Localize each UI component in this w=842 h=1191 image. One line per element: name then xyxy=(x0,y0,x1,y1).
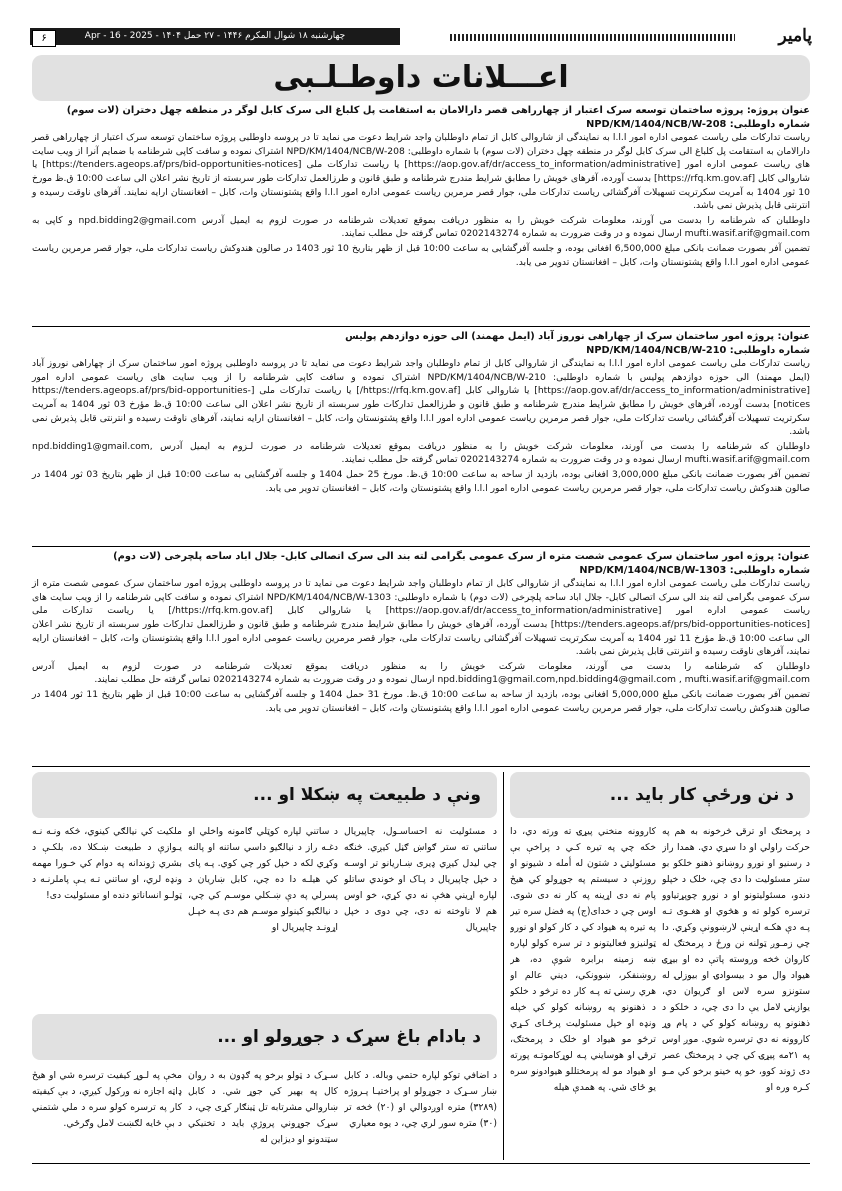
column-divider xyxy=(503,772,504,1160)
notice-paragraph: داوطلبان که شرطنامه را بدست می آورند، معلومات شرکت خویش را به منظور دریافت بموقع تعدیلات شرطنامه در صورت لزوم به ایمیل آدرس npd.bidding2@gmail.com و کاپی به mufti.wasif.arif@gmail.com ارسال نموده و در وقت ضرورت به شماره 0202143274 تماس گرفته حل مطلب نمایند. xyxy=(32,214,810,240)
article-heading: ونې د طبیعت په ښکلا او ... xyxy=(253,785,481,805)
notice-paragraph: داوطلبان که شرطنامه را بدست می آورند، معلومات شرکت خویش را به منظور دریافت بموقع تعدیلات شرطنامه در صورت لزوم به ایمیل آدرس npd.bidding1@gmail.com,npd.bidding4@gmail.com , mufti.wasif.arif@gmail.com ارسال نموده و در وقت ضرورت به شماره 0202143274 تماس گرفته حل مطلب نمایند. xyxy=(32,660,810,686)
date-line: چهارشنبه ۱۸ شوال المکرم ۱۴۴۶ - ۲۷ حمل ۱۴۰۴ - Apr - 16 - 2025 xyxy=(84,31,346,41)
article-column: کاروونه منخني پیړۍ ته ورته دي، دا خکه چي په تیره کـي د پراخې بې مسئولیتۍ د شتون له أمله د شیونو او روزنې د سیستم په جوړولو کي هیڅ پام نه دی اړینه په کار نه دی شوی. اوس چي د خدای(ج) په فضل سره تیر په تیره په هیواد کي د کار کولو او نورو ټولنیزو فعالیتونو د تر سره کولو لپاره ښه زمینه برابره شوې ده، هر روښنفکر، ښوونکي، دیني عالم او هري رسنۍ ته پـه کار ده ترڅو د خلکو د ذهنونو په روښانه کولو کي خپله ونډه او خپل مسئولیت پرځـای کـړي ترڅو مو هیواد او خلک د پرمختګ، ترقۍ او هوسایني پـه لوړکاموتـه پورته او هیواد مو له پرمختللو هیوادونو سره یو ځای شي. په همدې هیله xyxy=(510,826,656,1093)
notice-paragraph: ریاست تدارکات ملی ریاست عمومی اداره امور ا.ا.ا به نمایندگی از شاروالی کابل از تمام داوطلبان واجد شرایط دعوت می نماید تا در پروسه داوطلبی پروژه ساختمان توسعه سرک اعتبار از چهارراهی قصر دارالامان به استقامت پل کلباغ الی سرک کابل لوگر در منطقه چهل دختران (لات سوم) با شماره داوطلبی: NPD/KM/1404/NCB/W-208 اشتراک نموده و سافت کاپی شرطنامه با ضمایم آنرا از ویب سایت های ریاست عمومی اداره امور [https://aop.gov.af/dr/access_to_information/administrative] یا ریاست تدارکات ملی [https://tenders.ageops.af/prs/bid-opportunities-notices] یا شاروالی کابل [https://rfq.km.gov.af] بدست آورده، آفرهای خویش را مطابق شرایط مندرج شرطنامه و طبق قانون و طرزالعمل تدارکات طور سربسته از تاریخ نشر اعلان الی ساعت 10:00 ق.ظ مورخ 10 ثور 1404 به آمریت سکرتریت تسهیلات آفرگشائی ریاست تدارکات ملی، جوار قصر مرمرین ریاست عمومی اداره امور ا.ا.ا واقع پشتونستان وات، کابل – افغانستان ارایه نمایند. آفرهای ناوقت رسیده و انترنتی قابل پذیرش نمی باشد. xyxy=(32,132,810,212)
divider xyxy=(32,546,810,547)
article-column: د اضافي توکو لپاره حتمي وباله. د کابل ښار سـړک د جوړولو او پراختیـا پـروژه (۳۲۸۹) متره اوږدوالي او (۲۰) څخه تر (۳۰) متره سور لري چي، د یوه معیاري xyxy=(344,1070,497,1129)
notice-paragraph: تضمین آفر بصورت ضمانت بانکی مبلغ 6,500,000 افغانی بوده، و جلسه آفرگشایی به ساعت 10:00 قبل از ظهر بتاریخ 10 ثور 1403 در صالون هندوکش ریاست تدارکات ملی، جوار قصر مرمرین ریاست عمومی اداره امور ا.ا.ا واقع پشتونستان وات، کابل – افغانستان تدویر می یابد. xyxy=(32,242,810,268)
article-heading-box xyxy=(32,772,497,818)
article-column: سـړک د ټولو برخو په ګډون به د روان کال په بهیر کي جوړ شي. د کابل ښاروالي مشرتابه تل ټینګار کړی چي، د سړک جوړوني پروژې باید د تخنیکي سټندونو او دیزاین له xyxy=(188,1070,338,1145)
notice-paragraph: ریاست تدارکات ملی ریاست عمومی اداره امور ا.ا.ا به نمایندگی از شاروالی کابل از تمام داوطلبان واجد شرایط دعوت می نماید تا در پروسه داوطلبی پروژه امور ساختمان سرک عمومی شصت متره از سرک عمومی بگرامی لته بند الی سرک اتصالی کابل- جلال اباد ساحه پلچرخی (لات دوم) با شماره داوطلبی: NPD/KM/1404/NCB/W-1303 اشتراک نموده و سافت کاپی شرطنامه را از ویب سایت های ریاست عمومی اداره امور [https://aop.gov.af/dr/access_to_information/administrative] یا شاروالی کابل [https://rfq.km.gov.af/] یا ریاست تدارکات ملی [https://tenders.ageops.af/prs/bid-opportunities-notices] بدست آورده، آفرهای خویش را مطابق شرایط مندرج شرطنامه و طبق قانون و طرزالعمل تدارکات طور سربسته از تاریخ نشر اعلان الی ساعت 10:00 ق.ظ مؤرخ 11 ثور 1404 به آمریت سکرتریت تسهیلات آفرگشائی ریاست تدارکات ملی، جوار قصر مرمرین ریاست عمومی اداره امور ا.ا.ا واقع پشتونستان وات، کابل – افغانستان ارایه نمایند، آفرهای ناوقت رسیده و انترنتی قابل پذیرش نمی باشد. xyxy=(32,578,810,658)
bottom-rule xyxy=(32,1163,810,1164)
notice-title: عنوان پروژه: پروژه ساختمان توسعه سرک اعتبار از چهارراهی قصر دارالامان به استقامت پل کلباغ الی سرک کابل لوگر در منطقه چهل دختران (لات سوم) xyxy=(66,105,810,116)
notice-number: شماره داوطلبی: NPD/KM/1404/NCB/W-208 xyxy=(586,118,810,130)
banner-title: اعـــلانات داوطـلـبی xyxy=(273,60,569,95)
page-number: ۶ xyxy=(32,30,56,47)
divider xyxy=(32,326,810,327)
tender-notice-2 xyxy=(32,330,810,496)
article-column: د مسئولیت نه احساسـول، چاپیریال ساتني ته ستر ګواښ ګڼل کیږي. څنګه چي لیدل کیږي ډیری ښـاریانو تر اوسـه د خپل چاپیریال د پـاک او خوندي ساتلو لپاره اړیني هڅې نه دي کړي، خو اوس هم لا ناوخته نه دی، چي دوی د خپل چاپیریال xyxy=(344,826,497,933)
article-heading-box xyxy=(510,772,810,818)
notice-title: عنوان: پروژه امور ساختمان سرک از چهاراهی نوروز آباد (ایمل مهمند) الی حوزه دوازدهم پولیس xyxy=(345,331,810,342)
notice-number: شماره داوطلبی: NPD/KM/1404/NCB/W-1303 xyxy=(579,564,810,576)
page-header xyxy=(30,26,812,48)
divider xyxy=(32,766,810,767)
article-heading-box xyxy=(32,1014,497,1060)
article-column: ملکیت کي نیالګي کینوي، څکه ونـه نـه یـوازې د طبیعت ښـکلا ده، بلکـې د بشري ژوندانه په دوام کي خـورا مهمه ونډه لري، او ساتني تـه یـې پاملرنـه د ټولـو انساناتو دنده او مسئولیت دی! xyxy=(32,826,182,901)
header-rule xyxy=(450,34,735,41)
tender-notice-3 xyxy=(32,550,810,716)
article-column: مخې په لـوړ کیفیت ترسره شي او هیڅ ډاټه اجازه نه ورکول کیږي، د بې کیفیته کار په ترسره کولو سره د ملي شتمني د بې ځایه لګښت لامل وګرځي. xyxy=(32,1070,182,1129)
article-heading: د بادام باغ سړک د جوړولو او ... xyxy=(217,1027,481,1047)
announcements-banner xyxy=(32,55,810,101)
notice-paragraph: ریاست تدارکات ملی ریاست عمومی اداره امور ا.ا.ا به نمایندگی از شاروالی کابل از تمام داوطلبان واجد شرایط دعوت می نماید تا در پروسه داوطلبی پروژه امور ساختمان سرک از چهاراهی نوروز آباد (ایمل مهمند) الی حوزه دوازدهم پولیس با شماره داوطلبی: NPD/KM/1404/NCB/W-210 اشتراک نموده و سافت کاپی شرطنامه را از ویب سایت های ریاست عمومی اداره امور [https://aop.gov.af/dr/access_to_information/administrative] یا شاروالی کابل [https://rfq.km.gov.af/] یا ریاست تدارکات ملی [https://tenders.ageops.af/prs/bid-opportunities-notices] بدست آورده، آفرهای خویش را مطابق شرایط مندرج شرطنامه و طبق قانون و طرزالعمل تدارکات طور سربسته از تاریخ نشر اعلان الی ساعت 10:00 ق.ظ مؤرخ 03 ثور 1404 به آمریت سکرتریت تسهیلات آفرگشائی ریاست تدارکات ملی، جوار قصر مرمرین ریاست عمومی اداره امور ا.ا.ا واقع پشتونستان وات، کابل – افغانستان ارایه نمایند، آفرهای ناوقت رسیده و انترنتی قابل پذیرش نمی باشد. xyxy=(32,358,811,438)
notice-title: عنوان: پروژه امور ساختمان سرک عمومی شصت متره از سرک عمومی بگرامی لته بند الی سرک اتصالی کابل- جلال اباد ساحه پلچرخی (لات دوم) xyxy=(113,551,810,562)
tender-notice-1 xyxy=(32,104,810,270)
notice-paragraph: داوطلبان که شرطنامه را بدست می آورند، معلومات شرکت خویش را به منظور دریافت بموقع تعدیلات شرطنامه در صورت لـزوم به ایمیل آدرس npd.bidding1@gmail.com, mufti.wasif.arif@gmail.com ارسال نموده و در وقت ضرورت به شماره 0202143274 تماس گرفته حل مطلب نمایند. xyxy=(32,440,810,466)
article-column: د ساتني لپاره کوټلي ګامونه واخلي او دغـه راز د نیالګیو داسي ساتنه او پالنه وکړي لکه د خپل کور چي کوي. پـه پای کي هیلـه دا ده چي، کابل ښاریان د پسرلي په دې ښـکلي موسـم کي چي، د نیالګیو کینولو موسـم هم دی پـه خپـل اړونـد چاپیریال او xyxy=(188,826,338,933)
article-column: د پرمختګ او ترقۍ څرخونه به هم په حرکت راولي او دا سړي دي. همدا راز د رسنیو او نورو روښانو ذهنو خلکو بو ستر مسئولیت دا دی چي، خلک د خپلو دندو، مسئولیتونو او د نورو چوپړتیاوو ترسره کولو ته و هڅوي او هغـوی تـه پـه دې هکـه اړینې لارښوونې وکړي. دا چي زمـوږ ټولنه نن ورځ د پرمختګ له کاروان څخه وروسته پاتې ده او بیړۍ هیواد وال مو د بیسوادۍ او بیوزلۍ له ستونزو سره لاس او ګریوان دي، یوازینۍ لامل یې دا دی چي، د خلکو د ذهنونو په روښانه کولو کي د پام وړ کاروونه نه دي ترسره شوي. موږ اوس په ۲۱مه پیړۍ کي چي د پرمختګ عصر دی ژوند کوو، خو په خینو برخو کي مـو کـره وره او xyxy=(662,826,810,1093)
notice-paragraph: تضمین آفر بصورت ضمانت بانکی مبلغ 3,000,000 افغانی بوده، بازدید از ساحه به ساعت 10:00 ق.ظ. مورخ 25 حمل 1404 و جلسه آفرگشایی به ساعت 10:00 قبل از ظهر بتاریخ 03 ثور 1404 در صالون هندوکش ریاست تدارکات ملی، جوار قصر مرمرین ریاست عمومی اداره امور ا.ا.ا واقع پشتونستان وات، کابل – افغانستان تدویر می یابد. xyxy=(32,468,810,494)
notice-paragraph: تضمین آفر بصورت ضمانت بانکی مبلغ 5,000,000 افغانی بوده، بازدید از ساحه به ساعت 10:00 ق.ظ. مورخ 31 حمل 1404 و جلسه آفرگشایی به ساعت 10:00 قبل از ظهر بتاریخ 11 ثور 1404 در صالون هندوکش ریاست تدارکات ملی، جوار قصر مرمرین ریاست عمومی اداره امور ا.ا.ا واقع پشتونستان وات، کابل – افغانستان تدویر می یابد. xyxy=(32,688,810,714)
article-heading: د نن ورځې کار باید ... xyxy=(609,785,794,805)
newspaper-logo: پامیر xyxy=(778,26,812,46)
header-date xyxy=(30,28,400,45)
notice-number: شماره داوطلبی: NPD/KM/1404/NCB/W-210 xyxy=(586,344,810,356)
